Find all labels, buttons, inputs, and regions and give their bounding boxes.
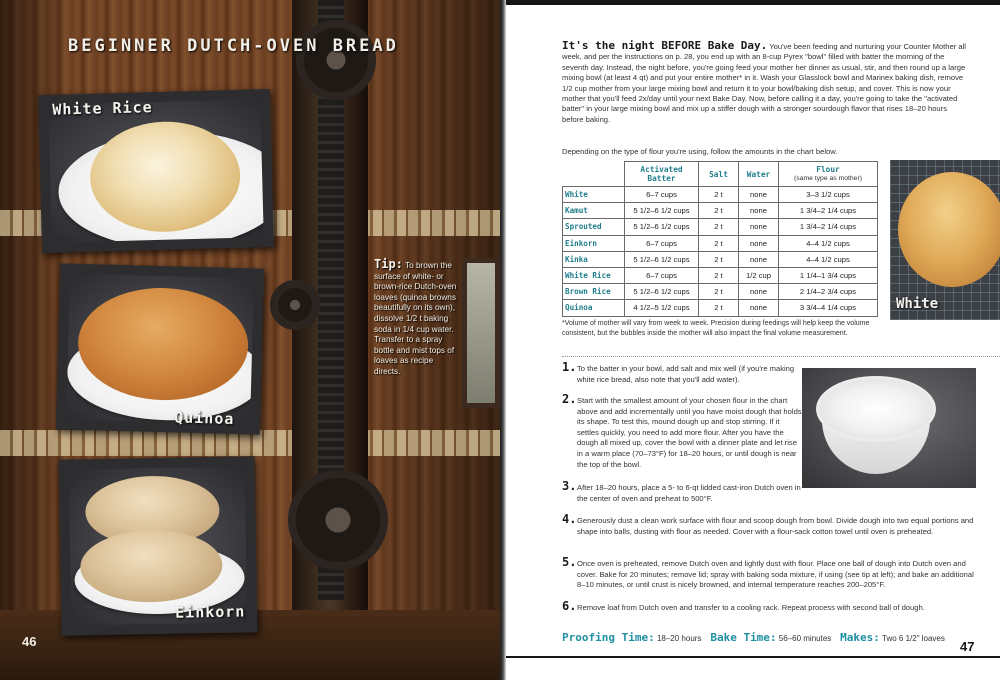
water-cell: none	[739, 300, 779, 316]
table-header-row	[563, 162, 878, 187]
bake-value: 56–60 minutes	[778, 634, 832, 643]
table-row	[563, 235, 878, 251]
footnote: *Volume of mother will vary from week to week. Precision during feedings will help keep the volume consistent, but the bubbles inside the mother will also impact the final volume measurement.	[562, 320, 870, 337]
water-cell: none	[739, 235, 779, 251]
step-item	[562, 479, 802, 504]
batter-cell: 6–7 cups	[625, 267, 699, 283]
recipe-summary	[562, 631, 962, 644]
col-flour-label: Flour	[816, 165, 840, 174]
photo-label: Einkorn	[175, 602, 246, 622]
step-text: Start with the smallest amount of your chosen flour in the chart above and add incrementally until you have moist dough that holds its shape. To test this, mound dough up and stop stirring. If it settles quickly, you need to add more flour. After you have the dough all mixed up, cover the bowl with a dinner plate and let rise in a warm place (70–73°F) for 18–20 hours, or until dough is near the top of the bowl.	[577, 396, 802, 469]
photo-white-loaf	[890, 160, 1000, 320]
table-row	[563, 267, 878, 283]
water-cell: none	[739, 219, 779, 235]
flour-cell: 3 3/4–4 1/4 cups	[779, 300, 878, 316]
step-text: Once oven is preheated, remove Dutch oven and lightly dust with flour. Place one ball of dough into Dutch oven and cover. Bake for 20 minutes; remove lid; spray with baking soda mixture, if using (see tip at left); and bake an additional 8–10 minutes, or until crust is nicely browned, and internal temperature reaches 200–205°F.	[577, 559, 974, 590]
flour-type-cell: White Rice	[563, 267, 625, 283]
step-item	[562, 512, 982, 537]
tip-text: To brown the surface of white- or brown-rice Dutch-oven loaves (quinoa browns beautifully on its own), dissolve 1/2 t baking soda in 1/4 cup water. Transfer to a spray bottle and mist tops of loaves as recipe directs.	[374, 261, 457, 376]
flour-chart-table	[562, 161, 878, 317]
proofing-label: Proofing Time:	[562, 631, 655, 644]
salt-cell: 2 t	[699, 251, 739, 267]
col-water: Water	[739, 162, 779, 187]
step-text: To the batter in your bowl, add salt and mix well (if you're making white rice bread, also note that you'll add water).	[577, 364, 795, 384]
step-item	[562, 360, 802, 385]
photo-label: Quinoa	[173, 408, 235, 428]
water-cell: none	[739, 203, 779, 219]
salt-cell: 2 t	[699, 187, 739, 203]
col-activated-batter: Activated Batter	[625, 162, 699, 187]
photo-frame	[48, 99, 264, 243]
step-text: Remove loaf from Dutch oven and transfer to a cooling rack. Repeat process with second ball of dough.	[577, 603, 925, 612]
flour-cell: 1 3/4–2 1/4 cups	[779, 219, 878, 235]
photo-label: White Rice	[52, 98, 153, 119]
flour-type-cell: Brown Rice	[563, 284, 625, 300]
step-number: 4.	[562, 512, 577, 526]
step-number: 2.	[562, 392, 577, 406]
photo-frame	[66, 274, 254, 425]
photo-frame	[69, 466, 248, 625]
flour-type-cell: Einkorn	[563, 235, 625, 251]
white-loaf	[898, 172, 1000, 287]
batter-cell: 5 1/2–6 1/2 cups	[625, 284, 699, 300]
table-row	[563, 219, 878, 235]
salt-cell: 2 t	[699, 284, 739, 300]
table-corner	[563, 162, 625, 187]
photo-quinoa	[56, 263, 264, 434]
salt-cell: 2 t	[699, 203, 739, 219]
salt-cell: 2 t	[699, 235, 739, 251]
table-row	[563, 203, 878, 219]
salt-cell: 2 t	[699, 300, 739, 316]
makes-value: Two 6 1/2" loaves	[882, 634, 945, 643]
intro-heading: It's the night BEFORE Bake Day.	[562, 39, 768, 52]
page-title: BEGINNER DUTCH-OVEN BREAD	[68, 36, 399, 56]
gear-icon	[288, 470, 388, 570]
water-cell: none	[739, 187, 779, 203]
flour-type-cell: Quinoa	[563, 300, 625, 316]
table-row	[563, 187, 878, 203]
step-number: 3.	[562, 479, 577, 493]
flour-cell: 1 3/4–2 1/4 cups	[779, 203, 878, 219]
flour-type-cell: Kinka	[563, 251, 625, 267]
chart-intro: Depending on the type of flour you're using, follow the amounts in the chart below.	[562, 147, 838, 156]
step-number: 6.	[562, 599, 577, 613]
batter-cell: 5 1/2–6 1/2 cups	[625, 219, 699, 235]
water-cell: 1/2 cup	[739, 267, 779, 283]
flour-type-cell: Kamut	[563, 203, 625, 219]
makes-label: Makes:	[840, 631, 880, 644]
intro-paragraph	[562, 41, 970, 125]
step-number: 1.	[562, 360, 577, 374]
bowl-plate-cover	[816, 376, 936, 442]
page-number: 46	[22, 634, 37, 649]
tip-heading: Tip:	[374, 257, 403, 271]
col-salt: Salt	[699, 162, 739, 187]
batter-cell: 5 1/2–6 1/2 cups	[625, 203, 699, 219]
page-number: 47	[960, 639, 975, 654]
right-page	[506, 0, 1000, 680]
step-item	[562, 555, 982, 591]
mill-window	[462, 258, 500, 408]
table-row	[563, 251, 878, 267]
step-item	[562, 392, 802, 470]
water-cell: none	[739, 284, 779, 300]
batter-cell: 6–7 cups	[625, 235, 699, 251]
gear-icon	[296, 20, 376, 100]
flour-type-cell: Sprouted	[563, 219, 625, 235]
water-cell: none	[739, 251, 779, 267]
flour-cell: 4–4 1/2 cups	[779, 251, 878, 267]
col-flour-sub: (same type as mother)	[794, 175, 862, 182]
table-row	[563, 284, 878, 300]
table-row	[563, 300, 878, 316]
salt-cell: 2 t	[699, 267, 739, 283]
step-text: After 18–20 hours, place a 5- to 6-qt lidded cast-iron Dutch oven in the center of oven and preheat to 500°F.	[577, 483, 801, 503]
flour-type-cell: White	[563, 187, 625, 203]
bake-label: Bake Time:	[710, 631, 777, 644]
step-item	[562, 599, 982, 614]
step-text: Generously dust a clean work surface with flour and scoop dough from bowl. Divide dough into two equal portions and shape into balls, dusting with flour as needed. Cover with a flour-sack cotton towel until oven is preheated.	[577, 516, 974, 536]
flour-cell: 4–4 1/2 cups	[779, 235, 878, 251]
photo-einkorn	[58, 456, 257, 635]
photo-white-rice	[38, 89, 274, 253]
flour-cell: 1 1/4–1 3/4 cups	[779, 267, 878, 283]
photo-mixing-bowl	[802, 368, 976, 488]
proofing-value: 18–20 hours	[656, 634, 702, 643]
intro-text: You've been feeding and nurturing your Counter Mother all week, and per the instructions on p. 28, you end up with an 8-cup Pyrex "bowl" filled with batter the morning of the seventh day. Instead, the night before, you're going feed your mother her dinner as usual, stir, and then round up a large mixing bowl (at least 4 qt) and put your entire mother* in it. Wash your Glasslock bowl and Marinex baking dish, remove 1/2 cup mother from your large mixing bowl and return it to your bowl/baking dish setup, and cover. This is now your mother that you'll feed 2x/day until your next Bake Day. Now, before calling it a day, you're going to take the "activated batter" in your large mixing bowl and mix up a stiffer dough with a stronger sourdough flavor that rises 18–20 hours before baking.	[562, 42, 966, 124]
batter-cell: 5 1/2–6 1/2 cups	[625, 251, 699, 267]
dotted-divider	[562, 356, 1000, 357]
tip-box	[374, 259, 458, 378]
photo-label: White	[896, 296, 939, 312]
batter-cell: 4 1/2–5 1/2 cups	[625, 300, 699, 316]
salt-cell: 2 t	[699, 219, 739, 235]
col-flour	[779, 162, 878, 187]
flour-cell: 2 1/4–2 3/4 cups	[779, 284, 878, 300]
flour-cell: 3–3 1/2 cups	[779, 187, 878, 203]
step-number: 5.	[562, 555, 577, 569]
gear-icon	[270, 280, 320, 330]
batter-cell: 6–7 cups	[625, 187, 699, 203]
